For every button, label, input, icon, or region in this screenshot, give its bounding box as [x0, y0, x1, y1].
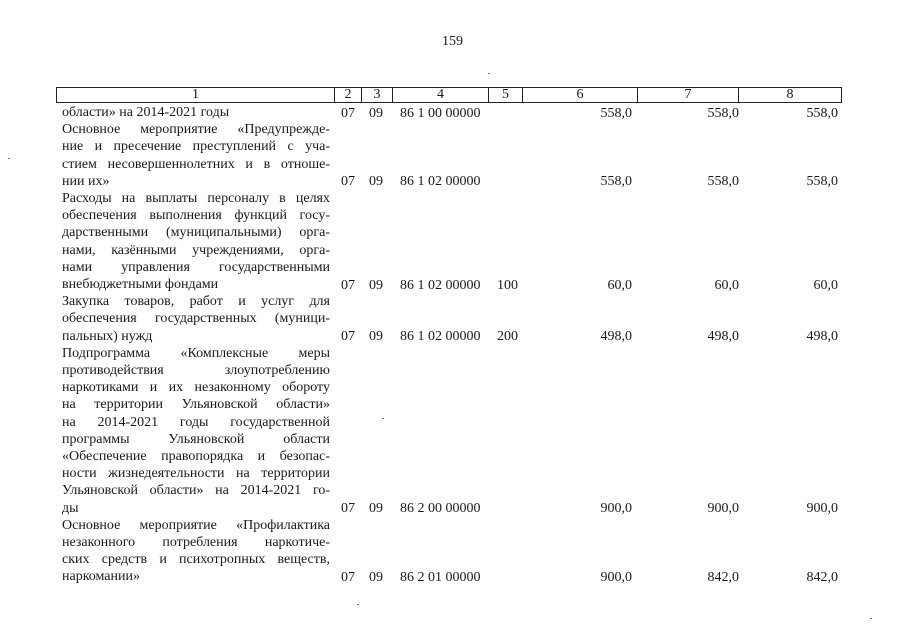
row-description-line: стием несовершеннолетних и в отноше- [62, 156, 330, 172]
header-col-2: 2 [335, 88, 362, 102]
page-number: 159 [442, 34, 463, 49]
row-description-line: ности жизнедеятельности на территории [62, 466, 330, 482]
row-description-line: на 2014-2021 годы государственной [62, 414, 330, 430]
scan-speck [8, 158, 10, 159]
amount-cell-c6: 60,0 [607, 277, 632, 293]
code-cell-c5: 200 [497, 329, 518, 345]
row-description-line: Основное мероприятие «Предупрежде- [62, 122, 330, 138]
row-description-line: ских средств и психотропных веществ, [62, 552, 330, 568]
row-description-line: внебюджетными фондами [62, 277, 219, 293]
code-cell-c3: 09 [369, 277, 383, 293]
amount-cell-c7: 498,0 [707, 329, 739, 345]
row-description-line: нами, казёнными учреждениями, орга- [62, 242, 330, 258]
amount-cell-c6: 900,0 [600, 569, 632, 585]
row-description-line: ды [62, 500, 79, 516]
row-description-line: наркомании» [62, 569, 140, 585]
code-cell-c3: 09 [369, 501, 383, 517]
table-row [62, 517, 330, 586]
row-description-line: Расходы на выплаты персоналу в целях [62, 191, 330, 206]
header-col-1: 1 [57, 88, 335, 102]
code-cell-c3: 09 [369, 569, 383, 585]
row-description-line: обеспечения государственных (муници- [62, 311, 330, 327]
row-description-line: обеспечения выполнения функций госу- [62, 208, 330, 224]
amount-cell-c7: 60,0 [714, 277, 739, 293]
table-row [62, 121, 330, 190]
row-description-line: нии их» [62, 173, 110, 189]
header-col-8: 8 [786, 87, 794, 102]
header-col-6: 6 [523, 88, 638, 102]
amount-cell-c6: 558,0 [600, 105, 632, 121]
amount-cell-c8: 900,0 [806, 501, 838, 517]
table-row [62, 190, 330, 293]
code-cell-c2: 07 [341, 329, 355, 345]
amount-cell-c8: 558,0 [806, 105, 838, 121]
scan-speck [870, 618, 872, 619]
header-col-7: 7 [638, 88, 739, 102]
code-cell-c2: 07 [341, 277, 355, 293]
row-description-line: пальных) нужд [62, 328, 153, 344]
row-description-line: Основное мероприятие «Профилактика [62, 517, 330, 533]
amount-cell-c6: 498,0 [600, 329, 632, 345]
amount-cell-c7: 558,0 [707, 105, 739, 121]
code-cell-c3: 09 [369, 174, 383, 190]
code-cell-c2: 07 [341, 105, 355, 121]
scan-speck [382, 418, 384, 419]
amount-cell-c6: 900,0 [600, 501, 632, 517]
code-cell-c4: 86 2 01 00000 [400, 569, 481, 585]
row-description-line: ние и пресечение преступлений с уча- [62, 139, 330, 155]
header-col-5: 5 [489, 88, 523, 102]
table-row [62, 345, 330, 517]
row-description-line: Закупка товаров, работ и услуг для [62, 294, 330, 310]
table-row [62, 293, 330, 345]
code-cell-c3: 09 [369, 105, 383, 121]
code-cell-c3: 09 [369, 329, 383, 345]
code-cell-c2: 07 [341, 501, 355, 517]
amount-cell-c6: 558,0 [600, 174, 632, 190]
row-description-line: области» на 2014-2021 годы [62, 105, 230, 120]
code-cell-c2: 07 [341, 569, 355, 585]
table-row [62, 104, 330, 121]
row-description-line: на территории Ульяновской области» [62, 397, 330, 413]
amount-cell-c8: 60,0 [813, 277, 838, 293]
row-description-line: Ульяновской области» на 2014-2021 го- [62, 483, 330, 499]
code-cell-c4: 86 2 00 00000 [400, 501, 481, 517]
amount-cell-c8: 498,0 [806, 329, 838, 345]
scan-speck [357, 604, 359, 605]
row-description-line: противодействия злоупотреблению [62, 363, 330, 378]
code-cell-c4: 86 1 02 00000 [400, 174, 481, 190]
row-description-line: нами управления государственными [62, 259, 330, 275]
code-cell-c2: 07 [341, 174, 355, 190]
amount-cell-c7: 558,0 [707, 174, 739, 190]
code-cell-c4: 86 1 02 00000 [400, 329, 481, 345]
code-cell-c5: 100 [497, 277, 518, 293]
code-cell-c4: 86 1 00 00000 [400, 105, 481, 121]
code-cell-c4: 86 1 02 00000 [400, 277, 481, 293]
scan-speck [488, 73, 490, 74]
amount-cell-c8: 558,0 [806, 174, 838, 190]
row-description-line: дарственными (муниципальными) орга- [62, 225, 330, 241]
row-description-line: наркотиками и их незаконному обороту [62, 380, 330, 396]
header-col-3: 3 [362, 88, 393, 102]
row-description-line: программы Ульяновской области [62, 431, 330, 447]
amount-cell-c8: 842,0 [806, 569, 838, 585]
amount-cell-c7: 900,0 [707, 501, 739, 517]
amount-cell-c7: 842,0 [707, 569, 739, 585]
header-col-4: 4 [393, 88, 489, 102]
row-description-line: Подпрограмма «Комплексные меры [62, 345, 330, 361]
row-description-line: незаконного потребления наркотиче- [62, 535, 330, 550]
row-description-line: «Обеспечение правопорядка и безопас- [62, 449, 330, 465]
